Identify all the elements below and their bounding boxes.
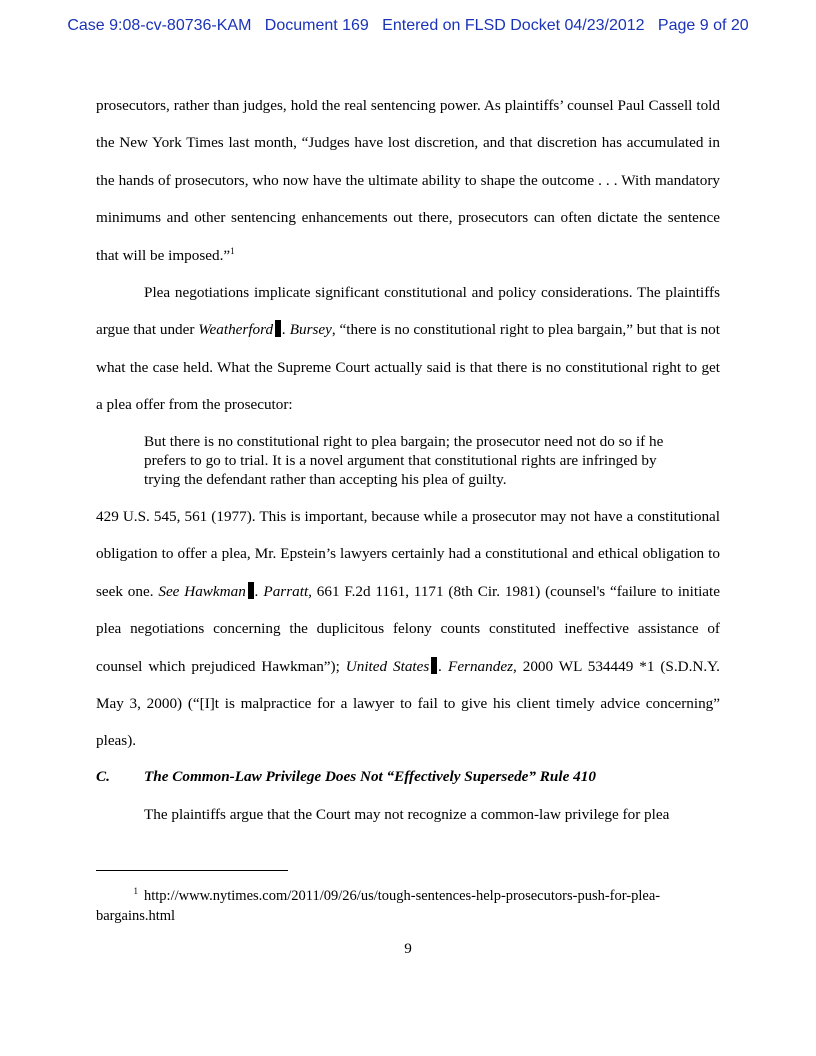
footnote-url: http://www.nytimes.com/2011/09/26/us/tough-sentences-help-prosecutors-push-for-plea-bargains.html bbox=[96, 888, 661, 924]
page-indicator: Page 9 of 20 bbox=[657, 17, 749, 34]
paragraph-3-text: , 2000 WL 534449 *1 (S.D.N.Y. May 3, 2000) (“[I]t is malpractice for a lawyer to fail to give his client timely advice concerning” pleas). bbox=[96, 657, 720, 750]
case-citation: . Fernandez bbox=[438, 657, 513, 675]
paragraph-1 bbox=[96, 87, 720, 274]
paragraph-3-text: 661 F.2d 1161, 1171 (8th Cir. 1981) (counsel's “failure to initiate plea negotiations concerning the duplicitous felony counts constituted ineffective assistance of counsel which prejudiced Hawkman”); bbox=[96, 582, 721, 675]
case-citation: . Bursey bbox=[282, 321, 332, 339]
paragraph-1-text: prosecutors, rather than judges, hold the real sentencing power. As plaintiffs’ counsel Paul Cassell told the New York Times last month, “Judges have lost discretion, and that discretion has accumulated in the hands of prosecutors, who now have the ultimate ability to shape the outcome . . . With mandatory minimums and other sentencing enhancements out there, prosecutors can often dictate the sentence that will be imposed.” bbox=[96, 97, 720, 264]
paragraph-2-text: , “there is no constitutional right to plea bargain,” but that is not what the case held. What the Supreme Court actually said is that there is no constitutional right to get a plea offer from the prosecutor: bbox=[96, 321, 720, 414]
section-heading bbox=[96, 758, 720, 795]
document-number: Document 169 bbox=[264, 17, 369, 34]
footnote-number: 1 bbox=[133, 886, 138, 896]
page-number: 9 bbox=[404, 940, 412, 957]
case-citation: . Parratt, bbox=[254, 582, 312, 600]
section-letter: C. bbox=[96, 768, 110, 785]
case-citation: See Hawkman bbox=[158, 582, 246, 600]
paragraph-2-text: Plea negotiations implicate significant constitutional and policy considerations. The plaintiffs argue that under bbox=[96, 284, 720, 339]
paragraph-2 bbox=[96, 274, 720, 424]
redaction-mark bbox=[431, 657, 437, 674]
docket-entry: Entered on FLSD Docket 04/23/2012 bbox=[382, 17, 645, 34]
redaction-mark bbox=[248, 582, 254, 599]
footnote-reference: 1 bbox=[230, 245, 235, 256]
docket-header bbox=[0, 17, 816, 35]
redaction-mark bbox=[275, 320, 281, 337]
section-title: The Common-Law Privilege Does Not “Effectively Supersede” Rule 410 bbox=[144, 768, 596, 785]
footnote-divider bbox=[96, 870, 288, 871]
paragraph-4: The plaintiffs argue that the Court may not recognize a common-law privilege for plea bbox=[144, 806, 670, 823]
footnote bbox=[96, 886, 720, 926]
paragraph-3 bbox=[96, 498, 720, 760]
case-number: Case 9:08-cv-80736-KAM bbox=[67, 17, 252, 34]
paragraph-3-text: 429 U.S. 545, 561 (1977). This is important, because while a prosecutor may not have a constitutional obligation to offer a plea, Mr. Epstein’s lawyers certainly had a constitutional and ethical obligation to seek one. bbox=[96, 508, 720, 600]
case-citation: Weatherford bbox=[198, 321, 274, 339]
case-citation: United States bbox=[345, 657, 430, 675]
block-quote: But there is no constitutional right to plea bargain; the prosecutor need not do so if he prefers to go to trial. It is a novel argument that constitutional rights are infringed by trying the defendant rather than accepting his plea of guilty. bbox=[144, 433, 664, 489]
